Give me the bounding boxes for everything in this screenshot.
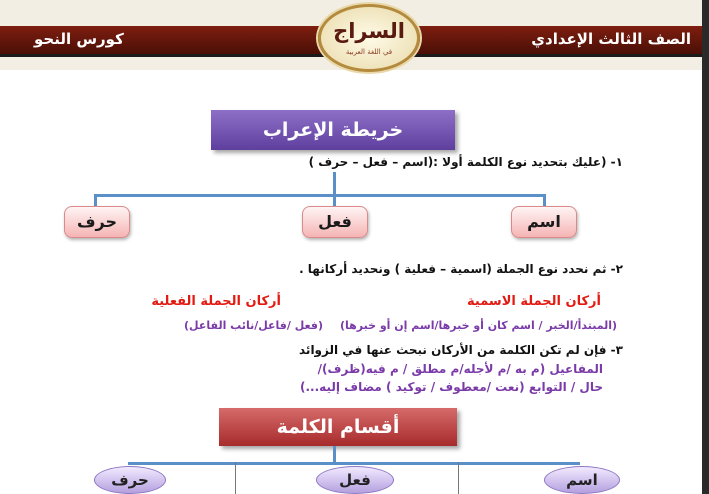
bottom-divider-right — [458, 462, 459, 494]
step-3-line3: حال / التوابع (نعت /معطوف / توكيد ) مضاف إليه...) — [300, 380, 603, 394]
logo-sub: في اللغة العربية — [345, 48, 393, 56]
connector-horizontal — [94, 194, 546, 197]
connector-right — [543, 194, 546, 206]
step-1-text: ١- (عليك بتحديد نوع الكلمة أولا :(اسم – فعل – حرف ) — [308, 155, 623, 169]
box-noun: اسم — [511, 206, 577, 238]
verbal-title: أركان الجملة الفعلية — [151, 294, 281, 309]
bottom-horizontal — [128, 462, 580, 465]
grade-label: الصف الثالث الإعدادي — [531, 30, 691, 48]
right-edge — [702, 0, 709, 494]
word-types-title: أقسام الكلمة — [219, 408, 457, 446]
bottom-divider-left — [235, 462, 236, 494]
nominal-items: (المبتدأ/الخبر / اسم كان أو خبرها/اسم إن أو خبرها) — [339, 319, 617, 332]
logo — [318, 4, 420, 72]
step-2-text: ٢- ثم نحدد نوع الجملة (اسمية – فعلية ) ونحديد أركانها . — [299, 262, 623, 276]
connector-middle — [333, 194, 336, 206]
oval-particle: حرف — [94, 466, 166, 494]
verbal-items: (فعل /فاعل/نائب الفاعل) — [184, 319, 323, 332]
step-3-line2: المفاعيل (م به /م لأجله/م مطلق / م فيه(ظرف)/ — [317, 362, 603, 376]
nominal-title: أركان الجملة الاسمية — [467, 294, 601, 309]
logo-main: السراج — [333, 19, 405, 43]
parsing-map-title: خريطة الإعراب — [211, 110, 455, 150]
connector-stem — [333, 172, 336, 196]
box-verb: فعل — [302, 206, 368, 238]
course-label: كورس النحو — [34, 30, 124, 48]
oval-verb: فعل — [316, 466, 394, 494]
oval-noun: اسم — [544, 466, 620, 494]
box-particle: حرف — [64, 206, 130, 238]
connector-left — [94, 194, 97, 206]
step-3-text: ٣- فإن لم تكن الكلمة من الأركان نبحث عنها في الزوائد — [299, 343, 623, 357]
